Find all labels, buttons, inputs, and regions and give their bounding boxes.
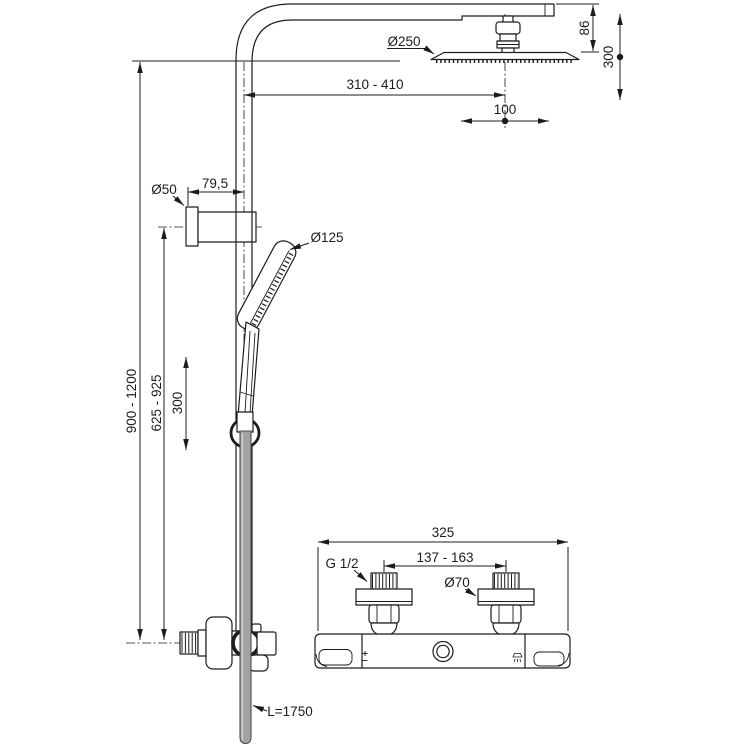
label-escutcheon-diameter: Ø70 bbox=[444, 575, 470, 590]
mixer-cup-right bbox=[493, 623, 519, 635]
mixer-valve bbox=[315, 573, 570, 668]
hand-shower-head bbox=[234, 237, 300, 333]
leader-hose-length bbox=[253, 706, 267, 712]
overhead-shower-head bbox=[431, 53, 579, 60]
wall-bracket bbox=[186, 207, 256, 246]
riser-pipe-inner bbox=[252, 4, 554, 636]
mixer-nut-right bbox=[491, 605, 521, 623]
label-hose-length: L=1750 bbox=[267, 704, 313, 719]
mixer-cup-left bbox=[371, 623, 397, 635]
slider-socket bbox=[237, 412, 253, 432]
riser-and-arm bbox=[236, 4, 554, 636]
label-head-drop: 86 bbox=[577, 20, 592, 36]
label-mixer-width: 325 bbox=[431, 525, 455, 540]
joint-mid bbox=[500, 34, 516, 41]
centerlines bbox=[126, 14, 505, 643]
joint-housing bbox=[496, 22, 520, 34]
hand-shower-handle bbox=[238, 322, 259, 416]
leader-bracket-diameter bbox=[173, 196, 184, 206]
label-rail-height: 900 - 1200 bbox=[124, 368, 139, 434]
elbow-notch bbox=[252, 624, 261, 632]
label-ceiling-clearance: 300 bbox=[601, 45, 616, 69]
leader-inlet-thread bbox=[354, 570, 367, 582]
mixer-nut-left bbox=[369, 605, 399, 623]
elbow-tab bbox=[249, 655, 268, 671]
label-bracket-diameter: Ø50 bbox=[151, 182, 177, 197]
label-arm-reach: 310 - 410 bbox=[346, 77, 404, 92]
mixer-escutcheon-left bbox=[356, 589, 412, 605]
shower-hose bbox=[240, 431, 251, 744]
mixer-escutcheon-right bbox=[478, 589, 534, 605]
label-inlet-thread: G 1/2 bbox=[325, 556, 359, 571]
mixer-body bbox=[315, 634, 570, 668]
dim-dot-ceiling-clearance bbox=[617, 54, 623, 60]
label-bracket-depth: 79,5 bbox=[201, 176, 229, 191]
dim-dot-head-offset bbox=[502, 118, 508, 124]
label-handspray-diameter: Ø125 bbox=[310, 230, 344, 245]
bracket-flange bbox=[186, 207, 198, 246]
bracket-cylinder bbox=[198, 212, 256, 242]
wall-elbow bbox=[180, 617, 276, 671]
leader-head-diameter bbox=[387, 49, 434, 55]
elbow-block bbox=[257, 632, 276, 655]
riser-pipe-outer bbox=[236, 4, 554, 636]
overhead-shower bbox=[431, 16, 579, 61]
label-inlet-spacing: 137 - 163 bbox=[416, 550, 474, 565]
hand-shower bbox=[234, 237, 300, 416]
leader-escutcheon-diameter bbox=[465, 589, 476, 596]
label-slider-travel: 300 bbox=[170, 391, 185, 415]
label-head-diameter: Ø250 bbox=[387, 34, 421, 49]
label-bracket-height: 625 - 925 bbox=[149, 374, 164, 432]
elbow-collar bbox=[198, 630, 206, 656]
label-head-offset: 100 bbox=[493, 102, 517, 117]
hand-shower-slab bbox=[234, 237, 300, 333]
elbow-escutcheon bbox=[206, 617, 232, 669]
